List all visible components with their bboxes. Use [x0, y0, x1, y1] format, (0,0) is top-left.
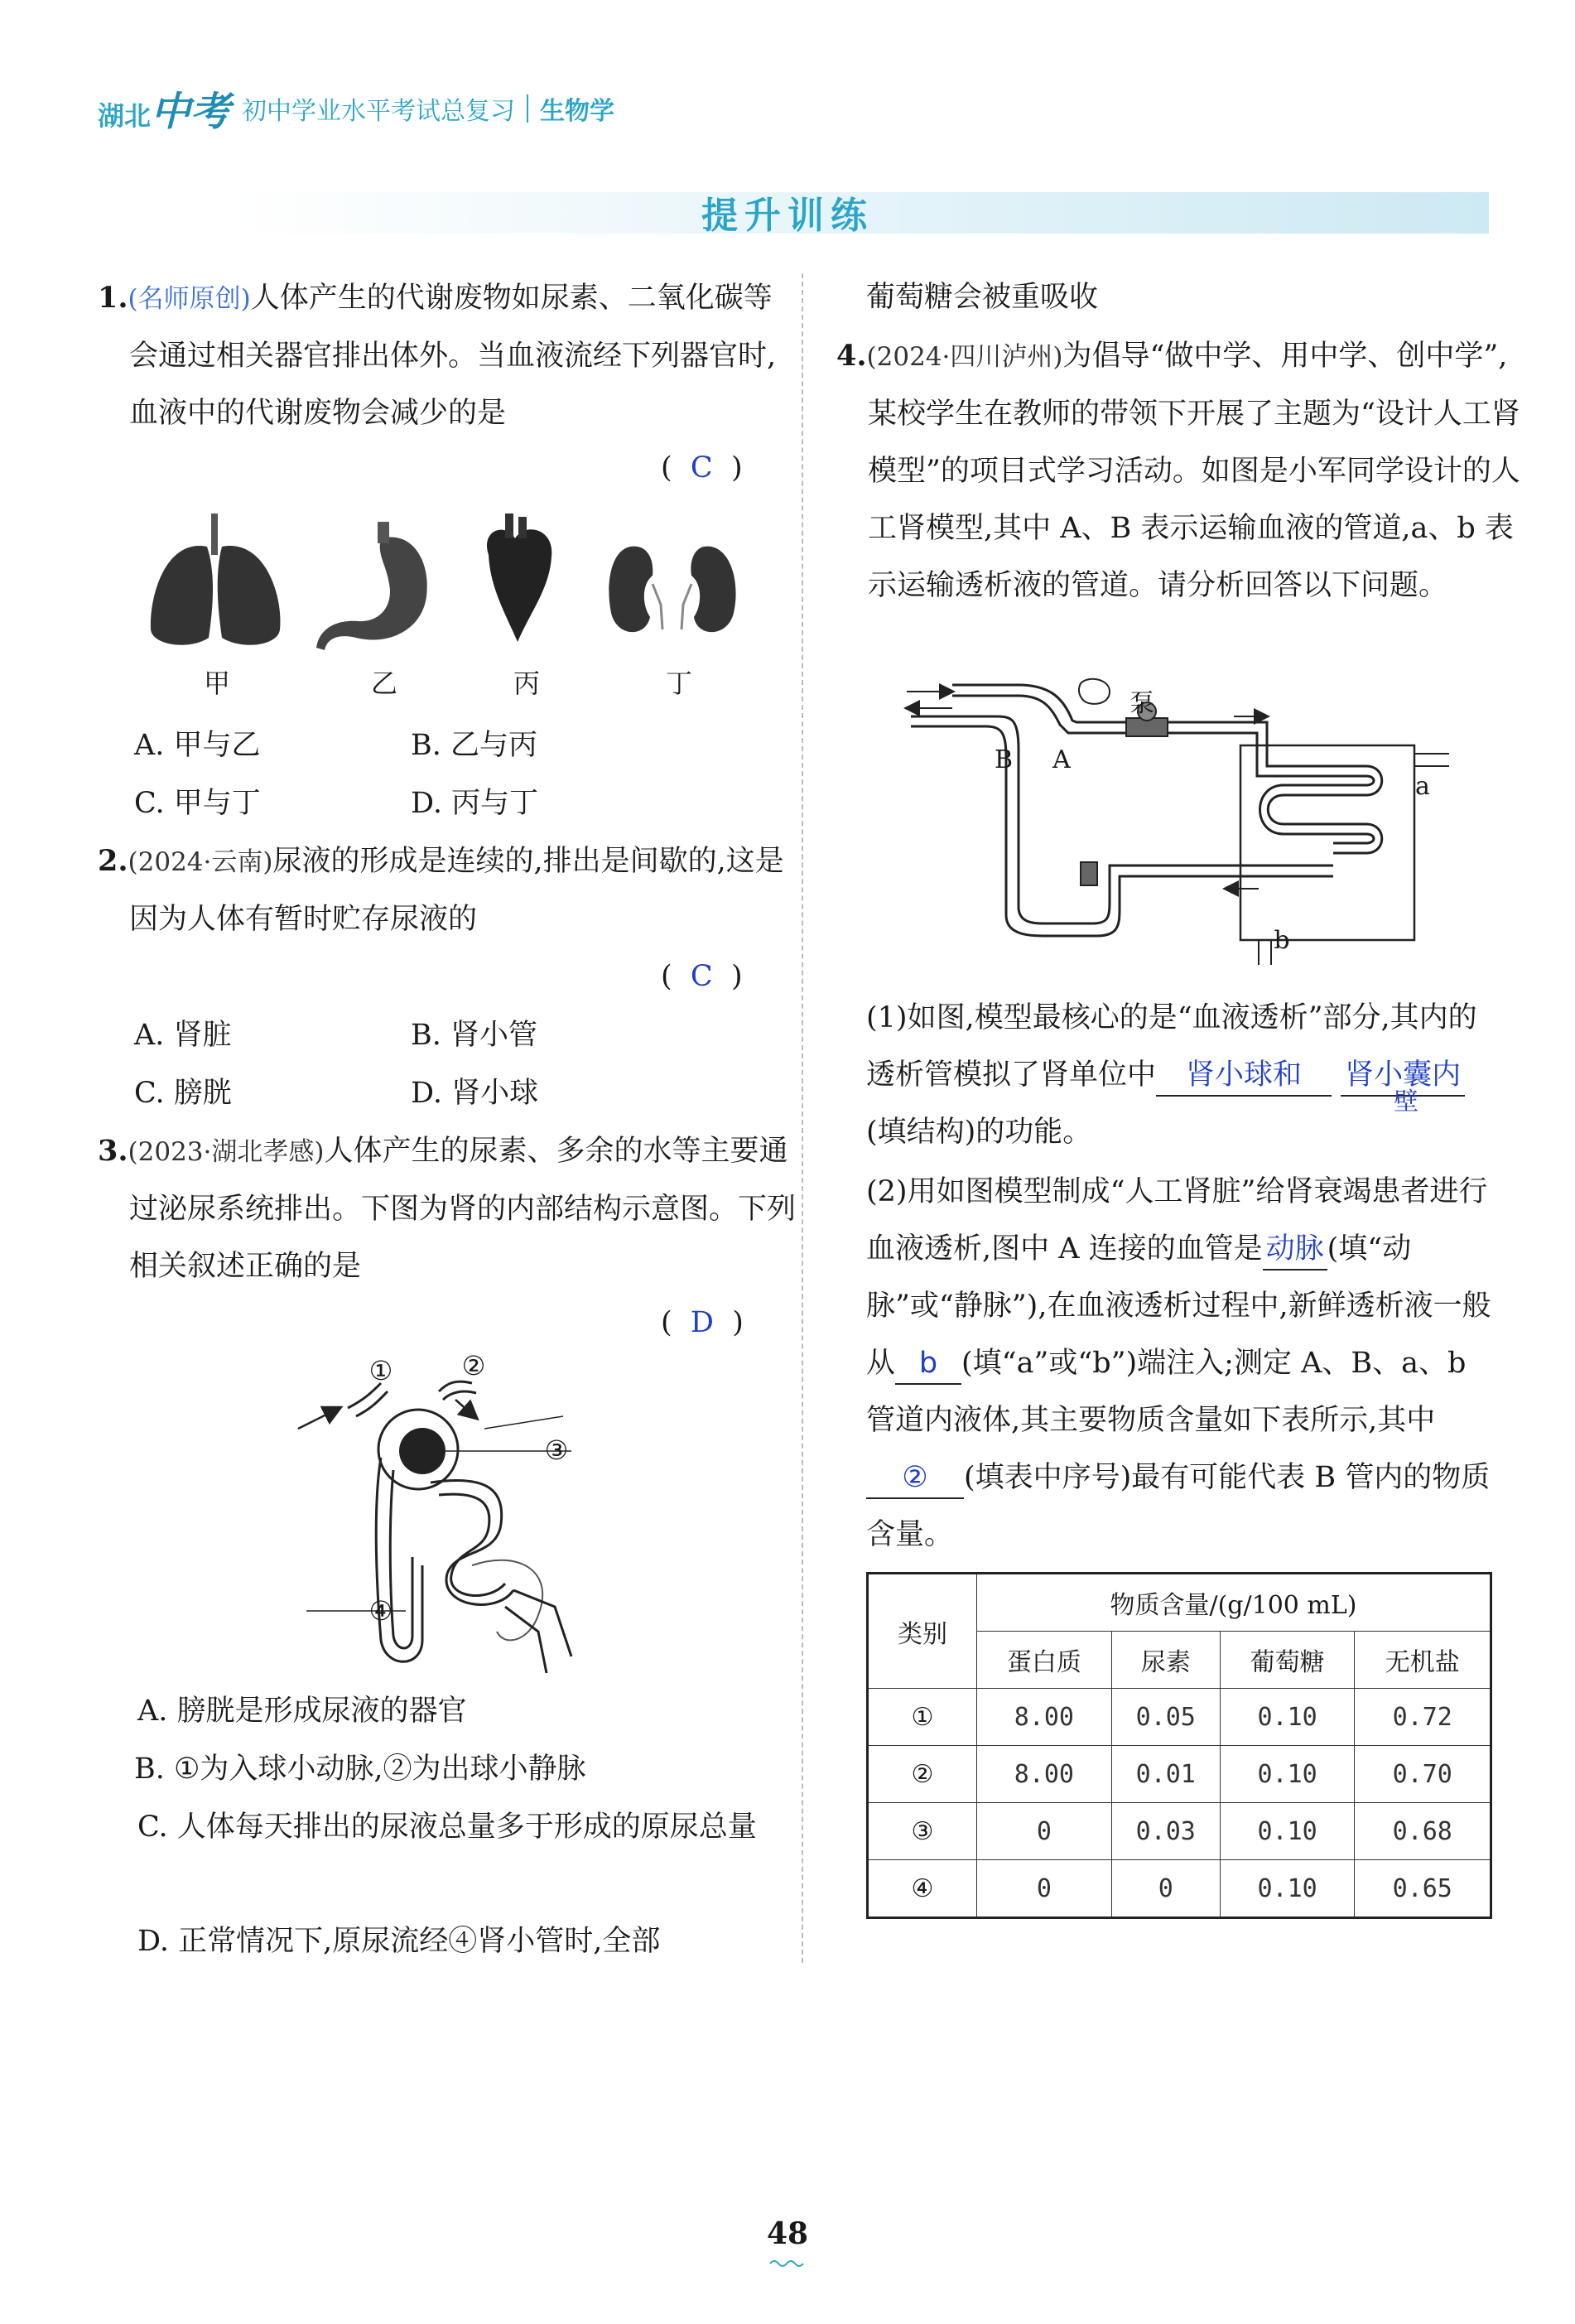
pump-label: 泵 — [1129, 689, 1154, 718]
table-cell: 0.03 — [1111, 1803, 1220, 1860]
table-col-urea: 尿素 — [1111, 1632, 1220, 1689]
q2-stem — [98, 832, 800, 948]
q3-number: 3. — [98, 1134, 128, 1168]
table-group-header: 物质含量/(g/100 mL) — [977, 1574, 1491, 1632]
q4-part1-answer-3: 壁 — [1394, 1087, 1419, 1116]
q1-option-d[interactable]: D. 丙与丁 — [411, 787, 539, 820]
port-a-label: a — [1415, 772, 1430, 801]
table-cell: 0 — [977, 1803, 1112, 1860]
table-col-salt: 无机盐 — [1355, 1632, 1491, 1689]
header-separator — [527, 94, 528, 123]
table-cell: 0.10 — [1220, 1803, 1355, 1860]
q1-label-yi: 乙 — [370, 668, 397, 699]
q4-part1-suffix: (填结构)的功能。 — [866, 1116, 1092, 1149]
header-series: 初中学业水平考试总复习 — [242, 96, 516, 126]
q2-number: 2. — [98, 844, 128, 878]
q3-option-a[interactable]: A. 膀胱是形成尿液的器官 — [137, 1695, 467, 1728]
heart-icon — [487, 513, 551, 642]
table-row — [868, 1689, 1491, 1746]
q4-part2-answer-end[interactable]: b — [895, 1343, 961, 1385]
q4-part1-answer-2-text: 肾小囊内 — [1345, 1058, 1462, 1092]
q4-part2-text-b: (填“动脉”或“静脉”),在血液透析过程中,新鲜透析液一般从 — [866, 1232, 1491, 1380]
q2-answer: C — [690, 960, 713, 993]
table-row-label: ③ — [868, 1803, 977, 1860]
q3-option-b[interactable]: B. ①为入球小动脉,②为出球小静脉 — [134, 1753, 586, 1786]
q4-part2-text-a: (2)用如图模型制成“人工肾脏”给肾衰竭患者进行血液透析,图中 A 连接的血管是 — [866, 1175, 1488, 1266]
nephron-label-3: ③ — [544, 1434, 569, 1466]
table-row-label: ① — [868, 1689, 977, 1746]
q4-part2 — [866, 1164, 1496, 1564]
table-row-label: ④ — [868, 1860, 977, 1918]
q4-part1 — [866, 990, 1496, 1161]
table-cell: 0 — [1111, 1860, 1220, 1918]
q4-stem — [830, 327, 1530, 615]
nephron-label-4: ④ — [368, 1595, 393, 1627]
section-title: 提升训练 — [701, 195, 874, 237]
table-col-protein: 蛋白质 — [977, 1632, 1112, 1689]
table-cell: 0.10 — [1220, 1689, 1355, 1746]
q1-label-bing: 丙 — [513, 668, 540, 699]
q2-text: 尿液的形成是连续的,排出是间歇的,这是因为人体有暂时贮存尿液的 — [129, 845, 784, 936]
running-header — [98, 80, 614, 137]
kidneys-icon — [609, 547, 735, 633]
table-cell: 0 — [977, 1860, 1112, 1918]
artificial-kidney-diagram — [903, 675, 1466, 965]
substance-table — [866, 1572, 1492, 1919]
table-cell: 0.10 — [1220, 1746, 1355, 1803]
q1-option-b[interactable]: B. 乙与丙 — [411, 729, 537, 762]
header-brand: 湖北中考 — [98, 89, 231, 135]
table-col-glucose: 葡萄糖 — [1220, 1632, 1355, 1689]
wave-ornament-icon — [768, 2258, 807, 2269]
tube-a-label: A — [1052, 745, 1071, 774]
q3-option-d-continued: 葡萄糖会被重吸收 — [866, 281, 1099, 314]
lungs-icon — [151, 513, 281, 645]
q2-option-c[interactable]: C. 膀胱 — [134, 1077, 232, 1110]
q4-part1-text: (1)如图,模型最核心的是“血液透析”部分,其内的透析管模拟了肾单位中 — [866, 1001, 1477, 1092]
q1-text: 人体产生的代谢废物如尿素、二氧化碳等会通过相关器官排出体外。当血液流经下列器官时,血液中的代谢废物会减少的是 — [129, 282, 777, 430]
table-cell: 0.68 — [1355, 1803, 1491, 1860]
page-number: 48 — [766, 2216, 809, 2251]
q1-number: 1. — [98, 281, 128, 315]
table-cell: 0.65 — [1355, 1860, 1491, 1918]
table-header-row — [868, 1574, 1491, 1632]
table-cell: 0.72 — [1355, 1689, 1491, 1746]
header-subject: 生物学 — [540, 96, 615, 126]
table-cell: 0.01 — [1111, 1746, 1220, 1803]
table-row — [868, 1803, 1491, 1860]
q3-answer: D — [690, 1306, 714, 1339]
q3-source: (2023·湖北孝感) — [128, 1137, 325, 1167]
table-cell: 8.00 — [977, 1746, 1112, 1803]
q2-option-d[interactable]: D. 肾小球 — [411, 1077, 539, 1110]
table-cell: 8.00 — [977, 1689, 1112, 1746]
q4-part2-text-c: (填“a”或“b”)端注入;测定 A、B、a、b 管道内液体,其主要物质含量如下表所示,其中 — [866, 1347, 1467, 1437]
table-row-label: ② — [868, 1746, 977, 1803]
table-cell: 0.05 — [1111, 1689, 1220, 1746]
q1-answer-bracket: ( C ) — [661, 451, 743, 485]
q4-part2-answer-artery[interactable]: 动脉 — [1263, 1229, 1327, 1270]
stomach-icon — [316, 522, 427, 650]
q2-answer-bracket: ( C ) — [661, 960, 743, 993]
table-row — [868, 1746, 1491, 1803]
q2-source: (2024·云南) — [128, 847, 273, 877]
q4-part1-answer-1[interactable]: 肾小球和 — [1156, 1055, 1332, 1097]
q3-option-d-line1[interactable]: D. 正常情况下,原尿流经④肾小管时,全部 — [137, 1925, 661, 1958]
nephron-label-2: ② — [461, 1350, 486, 1381]
q4-part1-answer-2[interactable] — [1341, 1055, 1465, 1116]
table-corner-header: 类别 — [868, 1574, 977, 1689]
table-cell: 0.70 — [1355, 1746, 1491, 1803]
q3-stem — [98, 1122, 800, 1295]
q4-source: (2024·四川泸州) — [866, 342, 1063, 372]
dialyzer-box — [1240, 745, 1414, 940]
q2-option-b[interactable]: B. 肾小管 — [411, 1019, 537, 1052]
q4-number: 4. — [836, 339, 867, 373]
q1-label-ding: 丁 — [665, 668, 692, 699]
q1-organ-figure — [141, 505, 754, 654]
q3-answer-bracket: ( D ) — [661, 1306, 744, 1339]
q4-part2-text-d: (填表中序号)最有可能代表 B 管内的物质含量。 — [866, 1461, 1491, 1551]
table-row — [868, 1860, 1491, 1918]
q1-label-jia: 甲 — [203, 668, 230, 699]
q2-option-a[interactable]: A. 肾脏 — [134, 1019, 232, 1052]
nephron-label-1: ① — [368, 1355, 393, 1386]
q1-answer: C — [690, 451, 713, 485]
table-cell: 0.10 — [1220, 1860, 1355, 1918]
tube-b-label: B — [994, 745, 1014, 774]
nephron-diagram — [290, 1358, 621, 1681]
q1-stem — [98, 269, 800, 442]
q4-text: 为倡导“做中学、用中学、创中学”,某校学生在教师的带领下开展了主题为“设计人工肾模型”的项目式学习活动。如图是小军同学设计的人工肾模型,其中 A、B 表示运输血液的管道,a、b 表示运输透析液的管道。请分析回答以下问题。 — [868, 340, 1520, 602]
q3-option-c[interactable]: C. 人体每天排出的尿液总量多于形成的原尿总量 — [137, 1811, 757, 1844]
q1-option-c[interactable]: C. 甲与丁 — [134, 787, 261, 820]
q1-option-a[interactable]: A. 甲与乙 — [134, 729, 261, 762]
q1-source: (名师原创) — [128, 284, 251, 314]
port-b-label: b — [1274, 926, 1290, 955]
q4-part2-answer-row[interactable]: ② — [866, 1458, 964, 1499]
q3-text: 人体产生的尿素、多余的水等主要通过泌尿系统排出。下图为肾的内部结构示意图。下列相关叙述正确的是 — [129, 1135, 797, 1283]
